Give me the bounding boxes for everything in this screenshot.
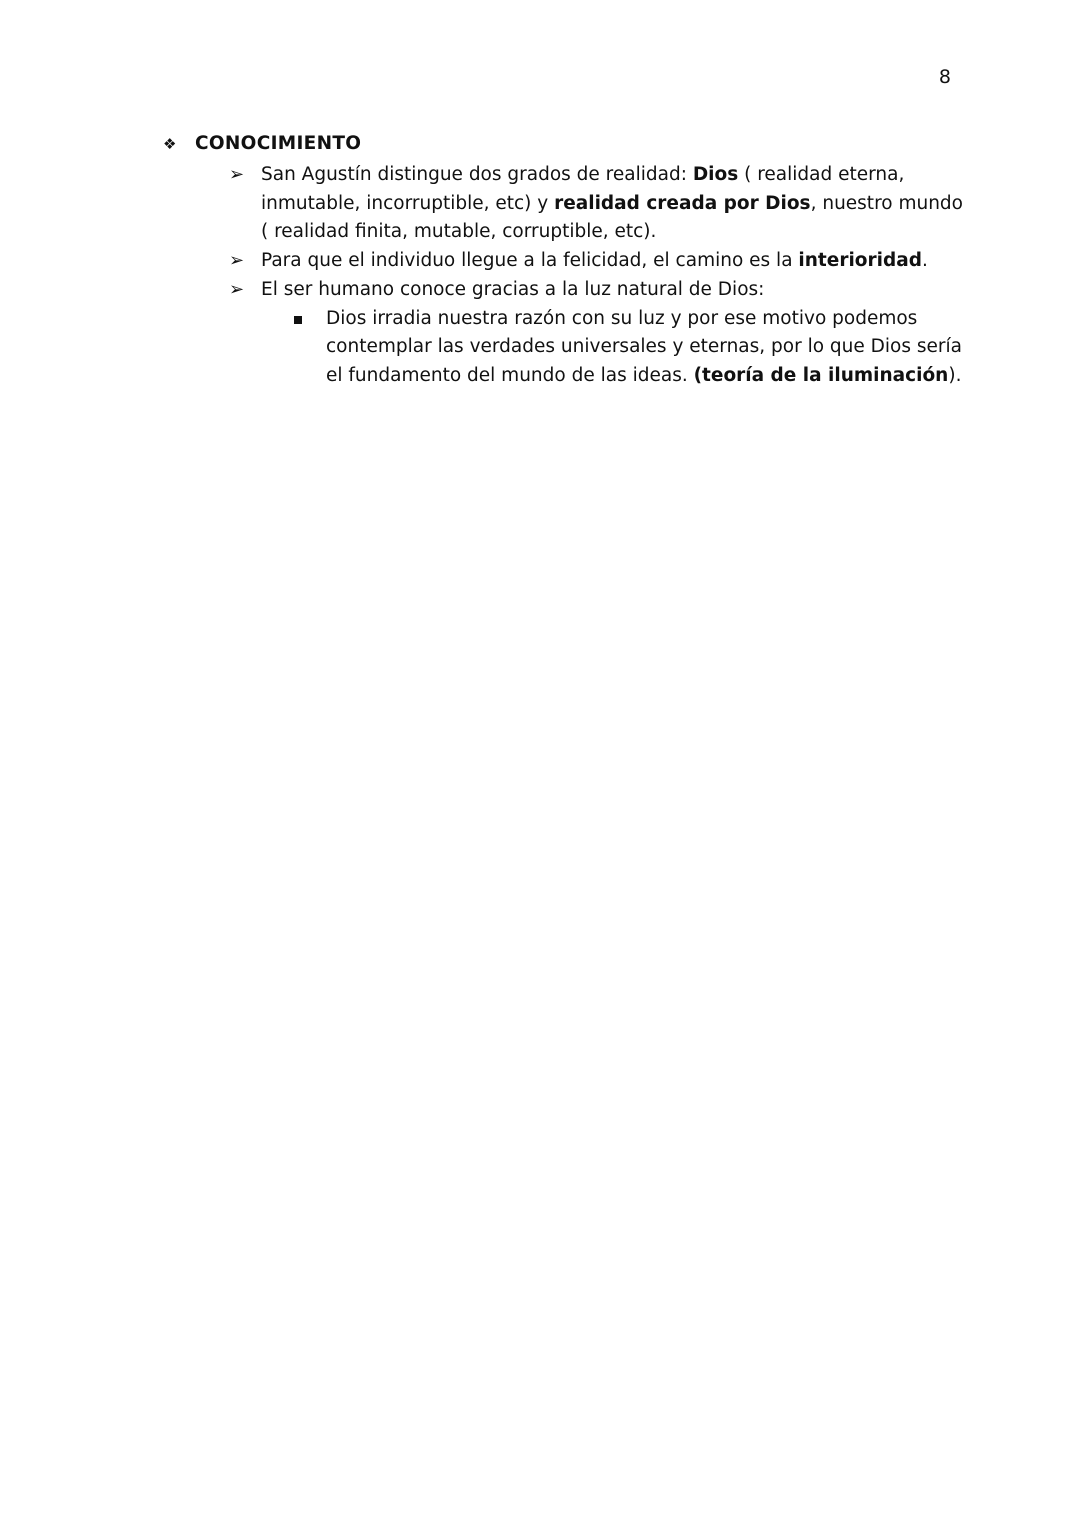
text-run: ).	[948, 364, 962, 386]
arrow-bullet-icon: ➢	[229, 250, 245, 272]
sub-bullet-list	[261, 305, 963, 391]
text-run: ( realidad eterna, inmutable, incorruptible, etc) y	[261, 164, 905, 214]
square-bullet-icon	[294, 316, 302, 324]
bold-text: realidad creada por Dios	[554, 192, 811, 214]
list-item	[163, 247, 963, 276]
page-number: 8	[938, 66, 951, 88]
sub-list-item	[261, 305, 963, 391]
text-run: .	[921, 250, 928, 272]
list-item	[163, 276, 963, 391]
section-conocimiento	[163, 131, 963, 391]
bold-text: Dios	[692, 164, 739, 185]
list-item	[163, 161, 963, 247]
bold-text: (teoría de la iluminación	[693, 364, 949, 386]
arrow-bullet-icon: ➢	[229, 164, 245, 185]
text-run: Para que el individuo llegue a la felicidad, el camino es la	[261, 250, 799, 272]
text-run: , nuestro mundo ( realidad finita, mutable, corruptible, etc).	[261, 192, 963, 243]
diamond-bullet-icon: ❖	[163, 135, 177, 153]
text-run: El ser humano conoce gracias a la luz natural de Dios:	[261, 278, 765, 300]
text-run: San Agustín distingue dos grados de realidad:	[261, 164, 693, 185]
bullet-list	[163, 161, 963, 391]
section-heading	[163, 131, 963, 157]
arrow-bullet-icon: ➢	[229, 278, 245, 300]
bold-text: interioridad	[798, 250, 922, 272]
text-run: Dios irradia nuestra razón con su luz y por ese motivo podemos contemplar las verdades universales y eternas, por lo que Dios sería el fundamento del mundo de las ideas.	[326, 307, 962, 386]
heading-title: CONOCIMIENTO	[195, 133, 362, 154]
